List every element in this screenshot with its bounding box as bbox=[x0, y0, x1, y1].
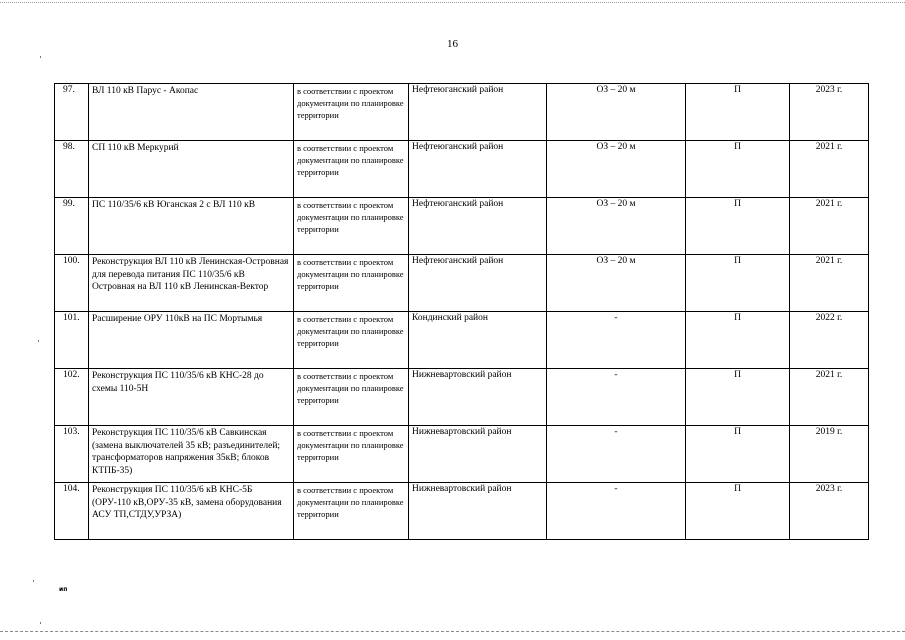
protection-zone: - bbox=[547, 483, 686, 540]
protection-zone: ОЗ – 20 м bbox=[547, 198, 686, 255]
table-row bbox=[55, 426, 869, 483]
table-row bbox=[55, 483, 869, 540]
object-name: СП 110 кВ Меркурий bbox=[89, 141, 294, 198]
district-name: Нижневартовский район bbox=[409, 483, 547, 540]
protection-zone: - bbox=[547, 312, 686, 369]
basis-text: в соответствии с проектом документации по планировке территории bbox=[294, 483, 409, 540]
status-code: П bbox=[686, 426, 790, 483]
status-code: П bbox=[686, 141, 790, 198]
protection-zone: ОЗ – 20 м bbox=[547, 84, 686, 141]
district-name: Нефтеюганский район bbox=[409, 84, 547, 141]
protection-zone: ОЗ – 20 м bbox=[547, 141, 686, 198]
district-name: Нижневартовский район bbox=[409, 369, 547, 426]
basis-text: в соответствии с проектом документации по планировке территории bbox=[294, 369, 409, 426]
protection-zone: ОЗ – 20 м bbox=[547, 255, 686, 312]
table-row bbox=[55, 84, 869, 141]
table-row bbox=[55, 141, 869, 198]
district-name: Нефтеюганский район bbox=[409, 198, 547, 255]
row-number: 97. bbox=[55, 84, 89, 141]
status-code: П bbox=[686, 198, 790, 255]
row-number: 98. bbox=[55, 141, 89, 198]
page-number: 16 bbox=[447, 38, 458, 50]
status-code: П bbox=[686, 312, 790, 369]
scan-speck bbox=[38, 340, 39, 342]
status-code: П bbox=[686, 483, 790, 540]
scan-speck bbox=[33, 580, 34, 582]
row-number: 101. bbox=[55, 312, 89, 369]
status-code: П bbox=[686, 369, 790, 426]
object-name: Реконструкция ПС 110/35/6 кВ Савкинская (замена выключателей 35 кВ; разъединителей; трансформаторов напряжения 35кВ; блоков КТПБ-35) bbox=[89, 426, 294, 483]
target-year: 2021 г. bbox=[790, 141, 869, 198]
table-row bbox=[55, 255, 869, 312]
status-code: П bbox=[686, 255, 790, 312]
scan-edge-top bbox=[0, 2, 905, 3]
basis-text: в соответствии с проектом документации по планировке территории bbox=[294, 426, 409, 483]
district-name: Нижневартовский район bbox=[409, 426, 547, 483]
row-number: 99. bbox=[55, 198, 89, 255]
target-year: 2021 г. bbox=[790, 369, 869, 426]
protection-zone: - bbox=[547, 369, 686, 426]
scan-edge-bottom bbox=[0, 631, 905, 632]
table-row bbox=[55, 198, 869, 255]
district-name: Нефтеюганский район bbox=[409, 141, 547, 198]
row-number: 102. bbox=[55, 369, 89, 426]
table-row bbox=[55, 369, 869, 426]
object-name: Реконструкция ПС 110/35/6 кВ КНС-5Б (ОРУ-110 кВ,ОРУ-35 кВ, замена оборудования АСУ ТП,СТДУ,УРЗА) bbox=[89, 483, 294, 540]
object-name: ВЛ 110 кВ Парус - Акопас bbox=[89, 84, 294, 141]
object-name: ПС 110/35/6 кВ Юганская 2 с ВЛ 110 кВ bbox=[89, 198, 294, 255]
object-name: Реконструкция ВЛ 110 кВ Ленинская-Островная для перевода питания ПС 110/35/6 кВ Островная на ВЛ 110 кВ Ленинская-Вектор bbox=[89, 255, 294, 312]
scan-speck bbox=[40, 56, 41, 58]
basis-text: в соответствии с проектом документации по планировке территории bbox=[294, 198, 409, 255]
target-year: 2023 г. bbox=[790, 84, 869, 141]
row-number: 104. bbox=[55, 483, 89, 540]
district-name: Нефтеюганский район bbox=[409, 255, 547, 312]
footer-mark: ип bbox=[59, 586, 68, 593]
basis-text: в соответствии с проектом документации по планировке территории bbox=[294, 255, 409, 312]
status-code: П bbox=[686, 84, 790, 141]
scan-speck bbox=[40, 622, 41, 624]
table-row bbox=[55, 312, 869, 369]
basis-text: в соответствии с проектом документации по планировке территории bbox=[294, 141, 409, 198]
object-name: Расширение ОРУ 110кВ на ПС Мортымья bbox=[89, 312, 294, 369]
target-year: 2023 г. bbox=[790, 483, 869, 540]
basis-text: в соответствии с проектом документации по планировке территории bbox=[294, 312, 409, 369]
district-name: Кондинский район bbox=[409, 312, 547, 369]
target-year: 2021 г. bbox=[790, 255, 869, 312]
infrastructure-table bbox=[54, 83, 869, 540]
protection-zone: - bbox=[547, 426, 686, 483]
basis-text: в соответствии с проектом документации по планировке территории bbox=[294, 84, 409, 141]
target-year: 2022 г. bbox=[790, 312, 869, 369]
object-name: Реконструкция ПС 110/35/6 кВ КНС-28 до схемы 110-5Н bbox=[89, 369, 294, 426]
row-number: 103. bbox=[55, 426, 89, 483]
target-year: 2021 г. bbox=[790, 198, 869, 255]
target-year: 2019 г. bbox=[790, 426, 869, 483]
table-body bbox=[55, 84, 869, 540]
row-number: 100. bbox=[55, 255, 89, 312]
